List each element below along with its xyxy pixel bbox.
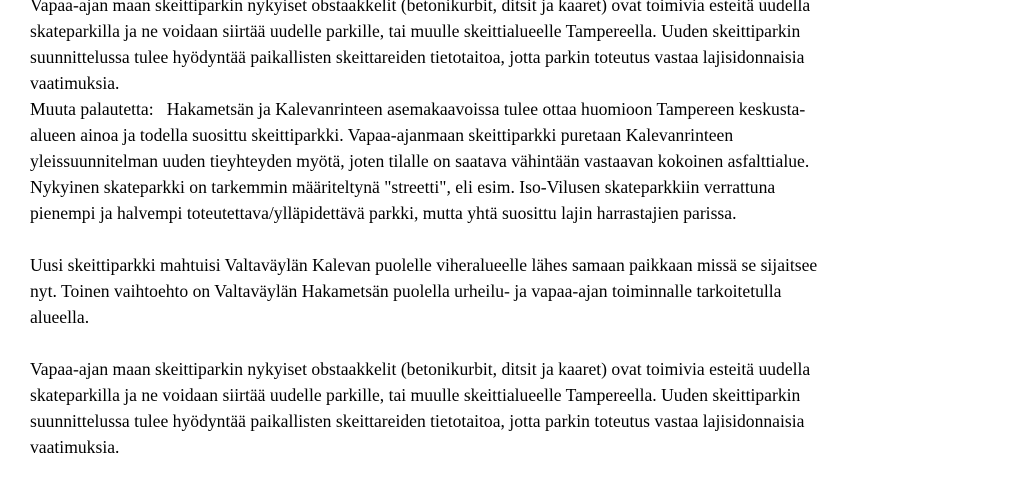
text-line: alueella. [30, 307, 90, 327]
text-line: yleissuunnitelman uuden tieyhteyden myötä, joten tilalle on saatava vähintään vastaavan kokoinen asfalttialue. [30, 151, 810, 171]
text-line: alueen ainoa ja todella suosittu skeittiparkki. Vapaa-ajanmaan skeittiparkki puretaan Kalevanrinteen [30, 125, 734, 145]
text-line: suunnittelussa tulee hyödyntää paikallisten skeittareiden tietotaitoa, jotta parkin toteutus vastaa lajisidonnaisia [30, 47, 805, 67]
text-line: vaatimuksia. [30, 437, 120, 457]
text-line: skateparkilla ja ne voidaan siirtää uudelle parkille, tai muulle skeittialueelle Tampereella. Uuden skeittiparkin [30, 385, 801, 405]
text-line: Vapaa-ajan maan skeittiparkin nykyiset obstaakkelit (betonikurbit, ditsit ja kaaret) ovat toimivia esteitä uudella [30, 0, 811, 15]
text-line: skateparkilla ja ne voidaan siirtää uudelle parkille, tai muulle skeittialueelle Tampereella. Uuden skeittiparkin [30, 21, 801, 41]
text-line: suunnittelussa tulee hyödyntää paikallisten skeittareiden tietotaitoa, jotta parkin toteutus vastaa lajisidonnaisia [30, 411, 805, 431]
text-line: nyt. Toinen vaihtoehto on Valtaväylän Hakametsän puolella urheilu- ja vapaa-ajan toiminnalle tarkoitetulla [30, 281, 782, 301]
paragraph-spacer [30, 330, 1005, 356]
text-line: Muuta palautetta: Hakametsän ja Kalevanrinteen asemakaavoissa tulee ottaa huomioon Tampereen keskusta- [30, 99, 806, 119]
text-line: Nykyinen skateparkki on tarkemmin määriteltynä "streetti", eli esim. Iso-Vilusen skateparkkiin verrattuna [30, 177, 776, 197]
text-line: pienempi ja halvempi toteutettava/ylläpidettävä parkki, mutta yhtä suosittu lajin harrastajien parissa. [30, 203, 737, 223]
paragraph-spacer [30, 226, 1005, 252]
text-line: vaatimuksia. [30, 73, 120, 93]
text-line: Vapaa-ajan maan skeittiparkin nykyiset obstaakkelit (betonikurbit, ditsit ja kaaret) ovat toimivia esteitä uudella [30, 359, 811, 379]
document-body [30, 0, 1005, 460]
text-line: Uusi skeittiparkki mahtuisi Valtaväylän Kalevan puolelle viheralueelle lähes samaan paikkaan missä se sijaitsee [30, 255, 818, 275]
